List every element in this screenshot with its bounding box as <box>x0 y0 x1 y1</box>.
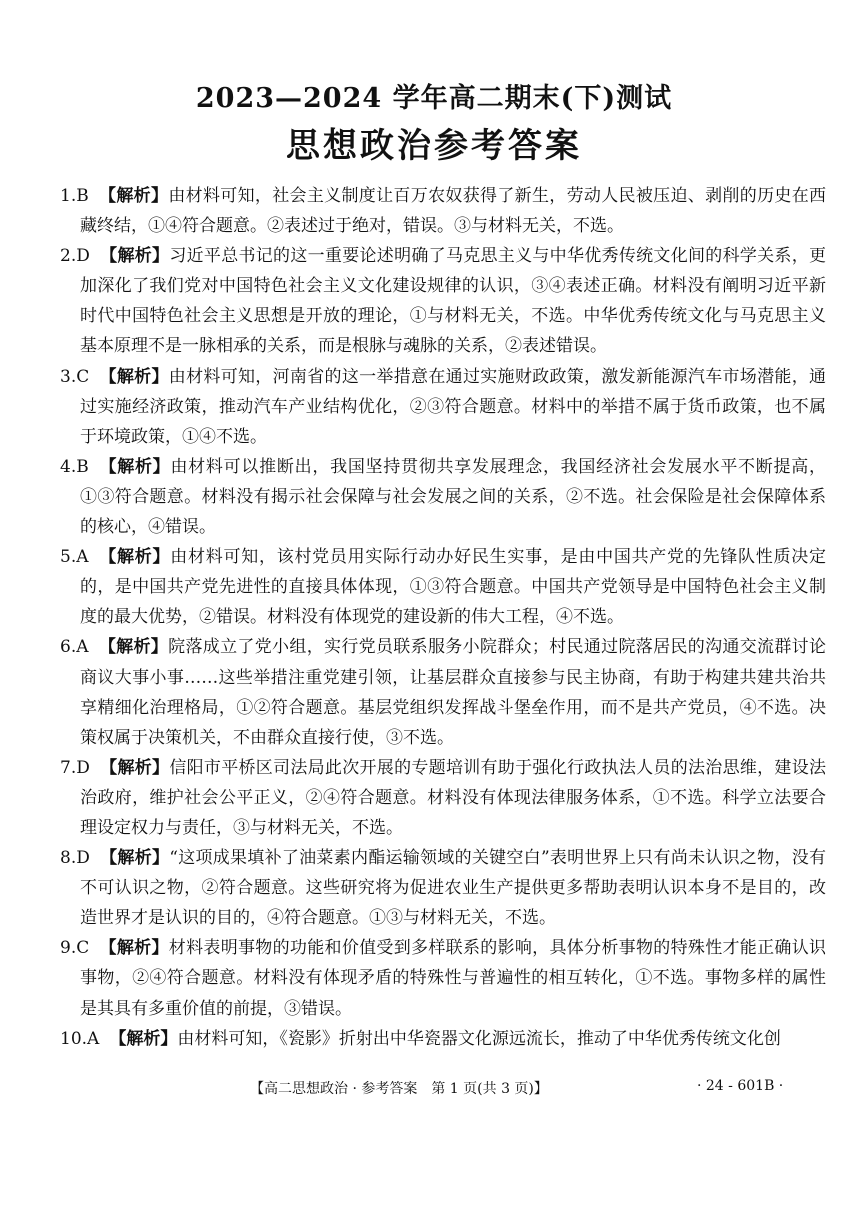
answer-item-10 <box>60 1024 826 1054</box>
analysis-tag: 【解析】 <box>99 757 170 778</box>
answer-item-1 <box>60 181 826 241</box>
analysis-text: “这项成果填补了油菜素内酯运输领域的关键空白”表明世界上只有尚未认识之物，没有不可认识之物，②符合题意。这些研究将为促进农业生产提供更多帮助表明认识本身不是目的，改造世界才是认识的目的，④符合题意。①③与材料无关，不选。 <box>80 848 827 929</box>
analysis-tag: 【解析】 <box>98 186 169 206</box>
analysis-text: 由材料可知，该村党员用实际行动办好民生实事，是由中国共产党的先锋队性质决定的，是中国共产党先进性的直接具体体现，①③符合题意。中国共产党领导是中国特色社会主义制度的最大优势，②错误。材料没有体现党的建设新的伟大工程，④不选。 <box>80 547 826 628</box>
page-title: 2023—2024 学年高二期末(下)测试 <box>195 83 673 114</box>
analysis-tag: 【解析】 <box>98 637 169 658</box>
answer-choice: A <box>76 547 89 568</box>
analysis-text: 材料表明事物的功能和价值受到多样联系的影响，具体分析事物的特殊性才能正确认识事物，②④符合题意。材料没有体现矛盾的特殊性与普遍性的相互转化，①不选。事物多样的属性是其具有多重价值的前提，③错误。 <box>80 938 827 1019</box>
answer-item-2 <box>60 241 826 361</box>
analysis-tag: 【解析】 <box>98 456 171 477</box>
footer-page-number: 第 1 页(共 3 页) <box>417 1081 534 1097</box>
analysis-tag: 【解析】 <box>98 547 171 568</box>
answer-item-5 <box>60 542 826 632</box>
analysis-text: 由材料可知，河南省的这一举措意在通过实施财政政策，激发新能源汽车市场潜能，通过实施经济政策，推动汽车产业结构优化，②③符合题意。材料中的举措不属于货币政策，也不属于环境政策，①④不选。 <box>80 366 827 447</box>
footer-course: 高二思想政治 <box>264 1081 348 1097</box>
answer-choice: A <box>76 637 89 658</box>
answer-choice: C <box>76 938 90 959</box>
answer-number: 1. <box>60 186 77 206</box>
footer-exam-code: · 24 - 601B · <box>697 1078 784 1094</box>
answer-number: 7. <box>60 757 77 778</box>
analysis-text: 院落成立了党小组，实行党员联系服务小院群众；村民通过院落居民的沟通交流群讨论商议大事小事……这些举措注重党建引领，让基层群众直接参与民主协商，有助于构建共建共治共享精细化治理格局，①②符合题意。基层党组织发挥战斗堡垒作用，而不是共产党员，④不选。决策权属于决策机关，不由群众直接行使，③不选。 <box>80 637 827 748</box>
page-subtitle: 思想政治参考答案 <box>286 126 582 166</box>
analysis-text: 由材料可知，《瓷影》折射出中华瓷器文化源远流长，推动了中华优秀传统文化创 <box>177 1028 781 1049</box>
answer-number: 9. <box>60 938 77 959</box>
answer-choice: A <box>87 1028 100 1049</box>
analysis-text: 由材料可知，社会主义制度让百万农奴获得了新生，劳动人民被压迫、剥削的历史在西藏终结，①④符合题意。②表述过于绝对，错误。③与材料无关，不选。 <box>80 186 827 237</box>
analysis-tag: 【解析】 <box>99 366 169 387</box>
answer-choice: D <box>76 848 90 869</box>
footer-page-info <box>250 1078 548 1098</box>
answer-choice: D <box>76 757 90 778</box>
answer-number: 3. <box>60 366 77 387</box>
analysis-tag: 【解析】 <box>99 848 170 869</box>
footer-answer-label: 参考答案 <box>361 1081 418 1097</box>
page-footer <box>0 1078 868 1098</box>
answer-number: 6. <box>60 637 77 658</box>
analysis-tag: 【解析】 <box>109 1028 178 1049</box>
answer-number: 8. <box>60 848 77 869</box>
answer-number: 2. <box>60 246 77 267</box>
answer-choice: C <box>76 366 90 387</box>
answer-number: 5. <box>60 547 77 568</box>
answer-item-6 <box>60 632 826 752</box>
analysis-text: 习近平总书记的这一重要论述明确了马克思主义与中华优秀传统文化间的科学关系，更加深化了我们党对中国特色社会主义文化建设规律的认识，③④表述正确。材料没有阐明习近平新时代中国特色社会主义思想是开放的理论，①与材料无关，不选。中华优秀传统文化与马克思主义基本原理不是一脉相承的关系，而是根脉与魂脉的关系，②表述错误。 <box>80 246 827 357</box>
footer-separator: · <box>348 1081 362 1097</box>
answer-item-8 <box>60 843 826 933</box>
answer-item-3 <box>60 362 826 452</box>
answer-number: 4. <box>60 456 77 477</box>
answer-list <box>60 181 826 1054</box>
answer-number: 10. <box>60 1028 88 1049</box>
answer-item-9 <box>60 933 826 1023</box>
answer-choice: B <box>76 186 89 206</box>
answer-item-7 <box>60 753 826 843</box>
analysis-text: 信阳市平桥区司法局此次开展的专题培训有助于强化行政执法人员的法治思维，建设法治政府，维护社会公平正义，②④符合题意。材料没有体现法律服务体系，①不选。科学立法要合理设定权力与责任，③与材料无关，不选。 <box>80 757 827 838</box>
analysis-text: 由材料可以推断出，我国坚持贯彻共享发展理念，我国经济社会发展水平不断提高，①③符合题意。材料没有揭示社会保障与社会发展之间的关系，②不选。社会保险是社会保障体系的核心，④错误。 <box>80 456 827 538</box>
footer-left-bracket: 【 <box>250 1081 264 1097</box>
answer-choice: B <box>76 456 89 477</box>
answer-item-4 <box>60 452 826 542</box>
answer-choice: D <box>76 246 90 267</box>
footer-right-bracket: 】 <box>533 1081 548 1097</box>
analysis-tag: 【解析】 <box>99 246 170 267</box>
analysis-tag: 【解析】 <box>99 938 169 959</box>
